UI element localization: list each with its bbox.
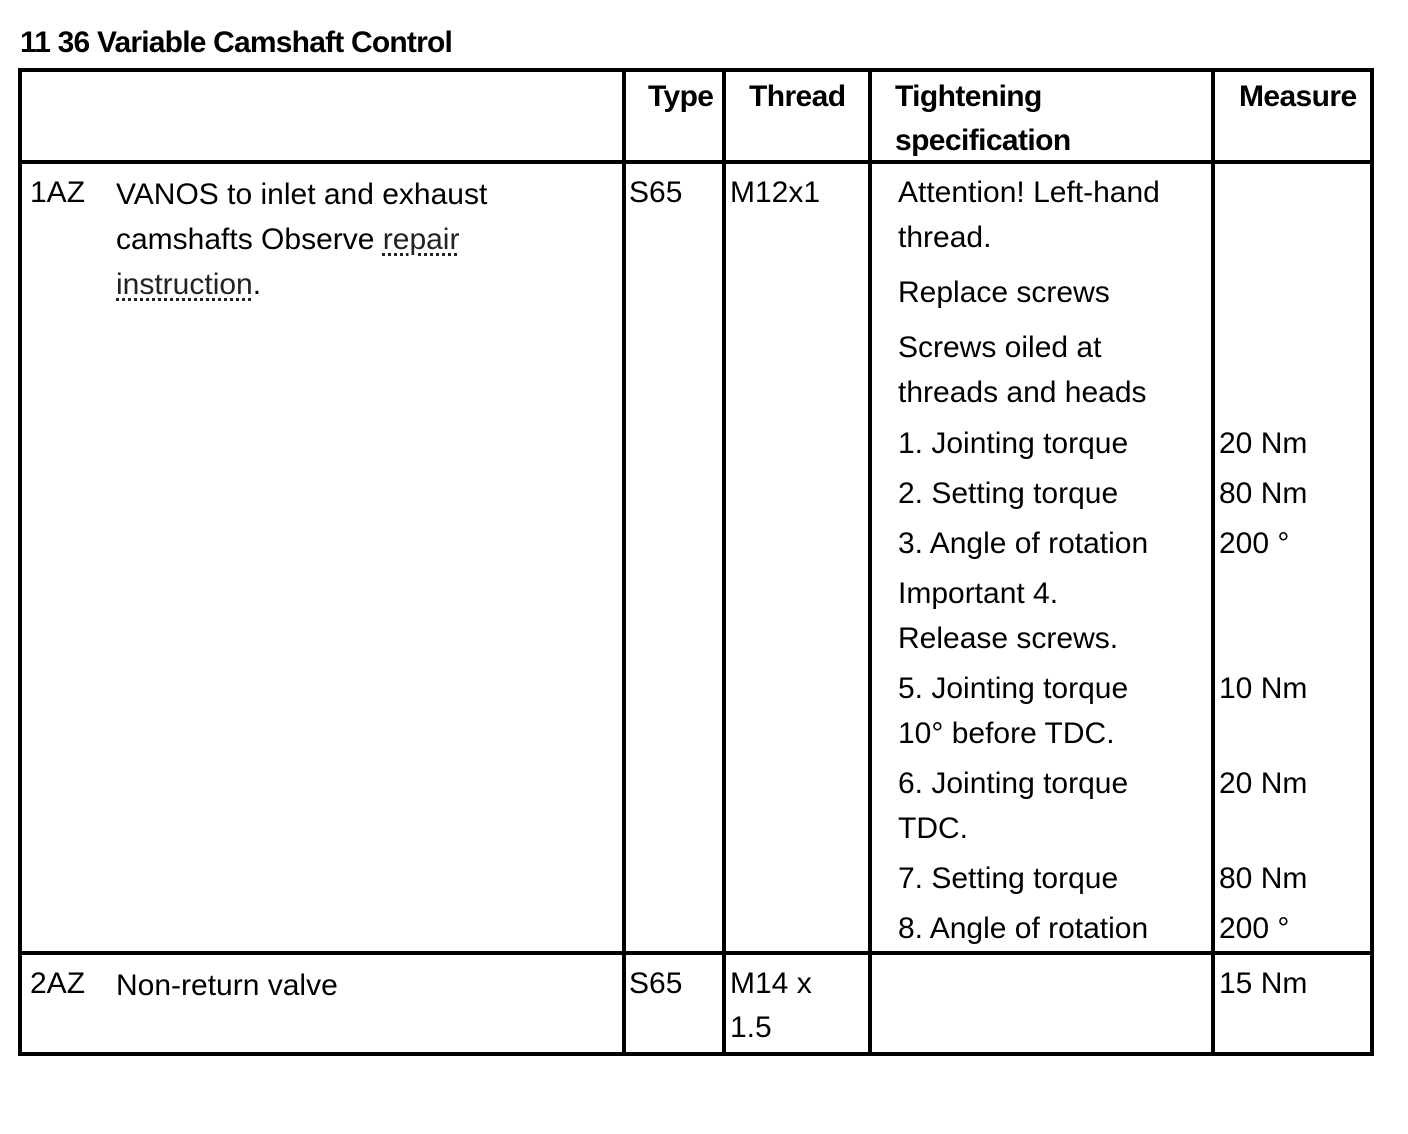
- row-type: S65: [629, 176, 683, 209]
- spec-line: 5. Jointing torque: [898, 672, 1129, 705]
- column-divider-spec: [868, 68, 872, 1056]
- header-row-divider: [18, 160, 1374, 164]
- spec-line: 7. Setting torque: [898, 862, 1119, 895]
- row-description-line2: [116, 217, 459, 262]
- spec-measure: 200 °: [1219, 912, 1290, 945]
- spec-line: Important 4.: [898, 577, 1059, 610]
- spec-line: Release screws.: [898, 622, 1119, 655]
- description-text: camshafts Observe: [116, 223, 383, 256]
- spec-line: 3. Angle of rotation: [898, 527, 1149, 560]
- spec-line: 2. Setting torque: [898, 477, 1119, 510]
- spec-line: thread.: [898, 221, 992, 254]
- column-divider-type: [622, 68, 626, 1056]
- header-thread: Thread: [749, 80, 846, 113]
- spec-measure: 80 Nm: [1219, 862, 1308, 895]
- spec-line: 1. Jointing torque: [898, 427, 1129, 460]
- spec-line: Screws oiled at: [898, 331, 1102, 364]
- spec-line: 6. Jointing torque: [898, 767, 1129, 800]
- header-spec-line1: Tightening: [895, 80, 1042, 113]
- row-thread: M12x1: [730, 176, 821, 209]
- row-type: S65: [629, 967, 683, 1000]
- spec-line: threads and heads: [898, 376, 1147, 409]
- document-title: 11 36 Variable Camshaft Control: [20, 26, 453, 59]
- spec-line: Replace screws: [898, 276, 1110, 309]
- row-id: 2AZ: [30, 967, 86, 1000]
- spec-measure: 80 Nm: [1219, 477, 1308, 510]
- spec-measure: 200 °: [1219, 527, 1290, 560]
- row-id: 1AZ: [30, 176, 86, 209]
- column-divider-measure: [1211, 68, 1215, 1056]
- row-thread-line2: 1.5: [730, 1011, 772, 1044]
- spec-line: 8. Angle of rotation: [898, 912, 1149, 945]
- repair-instruction-link[interactable]: repair: [382, 223, 460, 256]
- row-description-line3: [116, 262, 261, 307]
- spec-line: TDC.: [898, 812, 968, 845]
- row-description-line1: Non-return valve: [116, 969, 338, 1002]
- header-measure: Measure: [1239, 80, 1357, 113]
- spec-measure: 20 Nm: [1219, 427, 1308, 460]
- header-type: Type: [648, 80, 714, 113]
- row-divider: [18, 951, 1374, 955]
- spec-measure: 10 Nm: [1219, 672, 1308, 705]
- spec-measure: 20 Nm: [1219, 767, 1308, 800]
- column-divider-thread: [722, 68, 726, 1056]
- repair-instruction-link-continued[interactable]: instruction: [116, 268, 253, 301]
- spec-line: 10° before TDC.: [898, 717, 1115, 750]
- row-measure: 15 Nm: [1219, 967, 1308, 1000]
- row-thread-line1: M14 x: [730, 967, 812, 1000]
- row-description-line1: VANOS to inlet and exhaust: [116, 178, 488, 211]
- spec-line: Attention! Left-hand: [898, 176, 1160, 209]
- header-spec-line2: specification: [895, 124, 1071, 157]
- description-suffix: .: [252, 268, 262, 301]
